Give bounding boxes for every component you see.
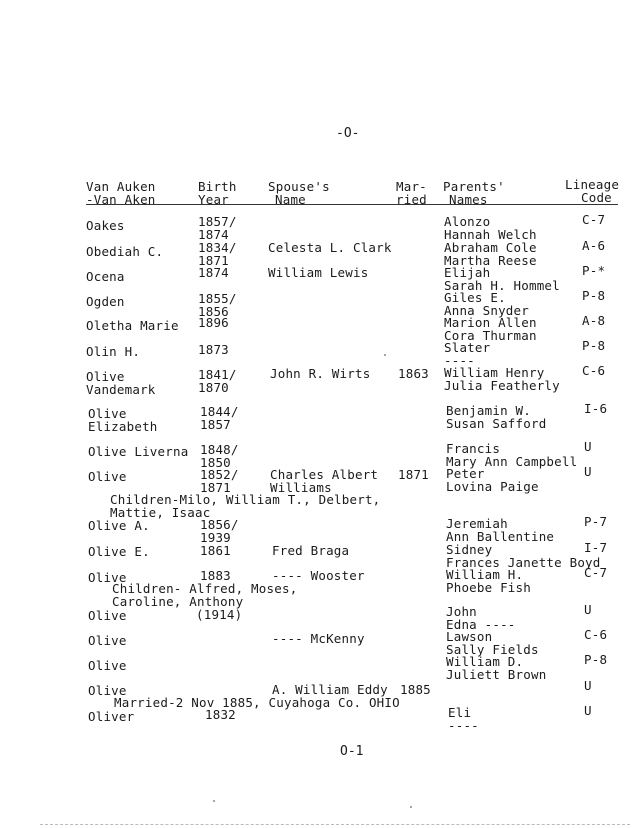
row-olive-wooster-parents: William H. Phoebe Fish — [446, 567, 531, 595]
row-olive-e-code: I-7 — [584, 540, 608, 555]
row-obediah-spouse: Celesta L. Clark — [268, 240, 392, 255]
row-oliver-code: U — [584, 703, 592, 718]
row-olive-liverna-birth: 1848/ 1850 — [200, 442, 239, 470]
row-olive-wooster-name: Olive — [88, 570, 127, 585]
scan-speck — [384, 354, 386, 356]
row-oletha-name: Oletha Marie — [86, 318, 179, 333]
header-lineage-l1: Lineage — [565, 177, 620, 192]
row-oakes-name: Oakes — [86, 218, 125, 233]
row-oakes-birth: 1857/ 1874 — [198, 214, 237, 242]
row-olive-eddy-name: Olive — [88, 683, 127, 698]
row-ocena-spouse: William Lewis — [268, 265, 369, 280]
row-olive-e-name: Olive E. — [88, 544, 150, 559]
scan-speck — [410, 806, 412, 808]
row-olive-mckenny-spouse: ---- McKenny — [272, 631, 365, 646]
header-spouse-l1: Spouse's — [268, 179, 330, 194]
header-spouse-l2: Name — [275, 192, 306, 207]
row-olive-eddy-married: 1885 — [400, 682, 431, 697]
header-birth-l1: Birth — [198, 179, 237, 194]
header-married-l1: Mar- — [396, 179, 427, 194]
row-olive-williams-parents: Peter Lovina Paige — [446, 466, 539, 494]
header-parents-l2: Names — [449, 192, 488, 207]
row-olin-birth: 1873 — [198, 342, 229, 357]
row-ocena-name: Ocena — [86, 269, 125, 284]
row-olive-wooster-birth: 1883 — [200, 568, 231, 583]
section-title: -O- — [336, 126, 360, 141]
row-obediah-birth: 1834/ 1871 — [198, 240, 237, 268]
row-oakes-code: C-7 — [582, 212, 606, 227]
row-olive-vandemark-name: Olive Vandemark — [86, 369, 156, 397]
row-olive-elizabeth-name: Olive Elizabeth — [88, 406, 158, 434]
row-olive-wooster-children: Children- Alfred, Moses, Caroline, Anthony — [112, 581, 298, 609]
header-married-l2: ried — [396, 192, 427, 207]
header-birth-l2: Year — [198, 192, 229, 207]
header-lineage-l2: Code — [581, 190, 612, 205]
page-number: O-1 — [340, 744, 364, 759]
row-olive-1914-code: U — [584, 602, 592, 617]
row-olive-a-parents: Jeremiah Ann Ballentine — [446, 516, 555, 544]
row-olive-vandemark-code: C-6 — [582, 363, 606, 378]
row-ocena-parents: Elijah Sarah H. Hommel — [444, 265, 560, 293]
row-olive-wooster-spouse: ---- Wooster — [272, 568, 365, 583]
row-olive-mckenny-parents: Lawson Sally Fields — [446, 629, 539, 657]
row-ogden-code: P-8 — [582, 288, 606, 303]
row-olive-williams-spouse: Charles Albert Williams — [270, 467, 379, 495]
row-oletha-code: A-8 — [582, 313, 606, 328]
row-olive-mckenny-code: C-6 — [584, 627, 608, 642]
row-olive-a-birth: 1856/ 1939 — [200, 517, 239, 545]
row-olive-e-spouse: Fred Braga — [272, 543, 350, 558]
header-rule — [86, 204, 618, 205]
row-ogden-birth: 1855/ 1856 — [198, 291, 237, 319]
row-obediah-parents: Abraham Cole Martha Reese — [444, 240, 537, 268]
row-olive-e-parents: Sidney Frances Janette Boyd — [446, 542, 601, 570]
row-oliver-parents: Eli ---- — [448, 705, 479, 733]
row-ogden-name: Ogden — [86, 294, 125, 309]
row-olive-eddy-spouse: A. William Eddy — [272, 682, 388, 697]
row-olive-vandemark-parents: William Henry Julia Featherly — [444, 365, 560, 393]
row-olive-a-name: Olive A. — [88, 518, 150, 533]
row-olin-name: Olin H. — [86, 344, 141, 359]
row-olive-william-d-code: P-8 — [584, 652, 608, 667]
row-olive-williams-name: Olive — [88, 469, 127, 484]
row-obediah-code: A-6 — [582, 238, 606, 253]
row-ocena-code: P-* — [582, 263, 606, 278]
row-ogden-parents: Giles E. Anna Snyder — [444, 290, 529, 318]
row-olive-williams-birth: 1852/ 1871 — [200, 467, 239, 495]
row-obediah-name: Obediah C. — [86, 244, 164, 259]
row-olive-william-d-name: Olive — [88, 658, 127, 673]
row-olive-vandemark-spouse: John R. Wirts — [270, 366, 371, 381]
row-olive-vandemark-married: 1863 — [398, 366, 429, 381]
row-olive-elizabeth-code: I-6 — [584, 401, 608, 416]
row-olin-parents: Slater ---- — [444, 340, 491, 368]
row-olin-code: P-8 — [582, 338, 606, 353]
row-olive-wooster-code: C-7 — [584, 565, 608, 580]
row-oletha-birth: 1896 — [198, 315, 229, 330]
row-olive-mckenny-name: Olive — [88, 633, 127, 648]
row-olive-1914-birth: (1914) — [196, 607, 243, 622]
row-oliver-birth: 1832 — [205, 707, 236, 722]
row-olive-liverna-parents: Francis Mary Ann Campbell — [446, 441, 578, 469]
header-name-l2: -Van Aken — [86, 192, 156, 207]
row-olive-williams-married: 1871 — [398, 467, 429, 482]
header-name-l1: Van Auken — [86, 179, 156, 194]
row-olive-elizabeth-birth: 1844/ 1857 — [200, 404, 239, 432]
row-olive-william-d-parents: William D. Juliett Brown — [446, 654, 547, 682]
row-olive-1914-name: Olive — [88, 608, 127, 623]
row-olive-a-code: P-7 — [584, 514, 608, 529]
row-olive-1914-parents: John Edna ---- — [446, 604, 516, 632]
row-ocena-birth: 1874 — [198, 265, 229, 280]
row-olive-eddy-code: U — [584, 678, 592, 693]
scan-edge — [40, 824, 630, 825]
row-olive-liverna-name: Olive Liverna — [88, 444, 189, 459]
row-olive-eddy-note: Married-2 Nov 1885, Cuyahoga Co. OHIO — [114, 695, 400, 710]
row-oliver-name: Oliver — [88, 709, 135, 724]
row-olive-vandemark-birth: 1841/ 1870 — [198, 367, 237, 395]
row-olive-williams-children: Children-Milo, William T., Delbert, Mattie, Isaac — [110, 492, 381, 520]
row-olive-e-birth: 1861 — [200, 543, 231, 558]
row-oletha-parents: Marion Allen Cora Thurman — [444, 315, 537, 343]
header-parents-l1: Parents' — [443, 179, 505, 194]
row-olive-williams-code: U — [584, 464, 592, 479]
row-oakes-parents: Alonzo Hannah Welch — [444, 214, 537, 242]
row-olive-liverna-code: U — [584, 439, 592, 454]
scan-speck — [213, 800, 215, 802]
row-olive-elizabeth-parents: Benjamin W. Susan Safford — [446, 403, 547, 431]
